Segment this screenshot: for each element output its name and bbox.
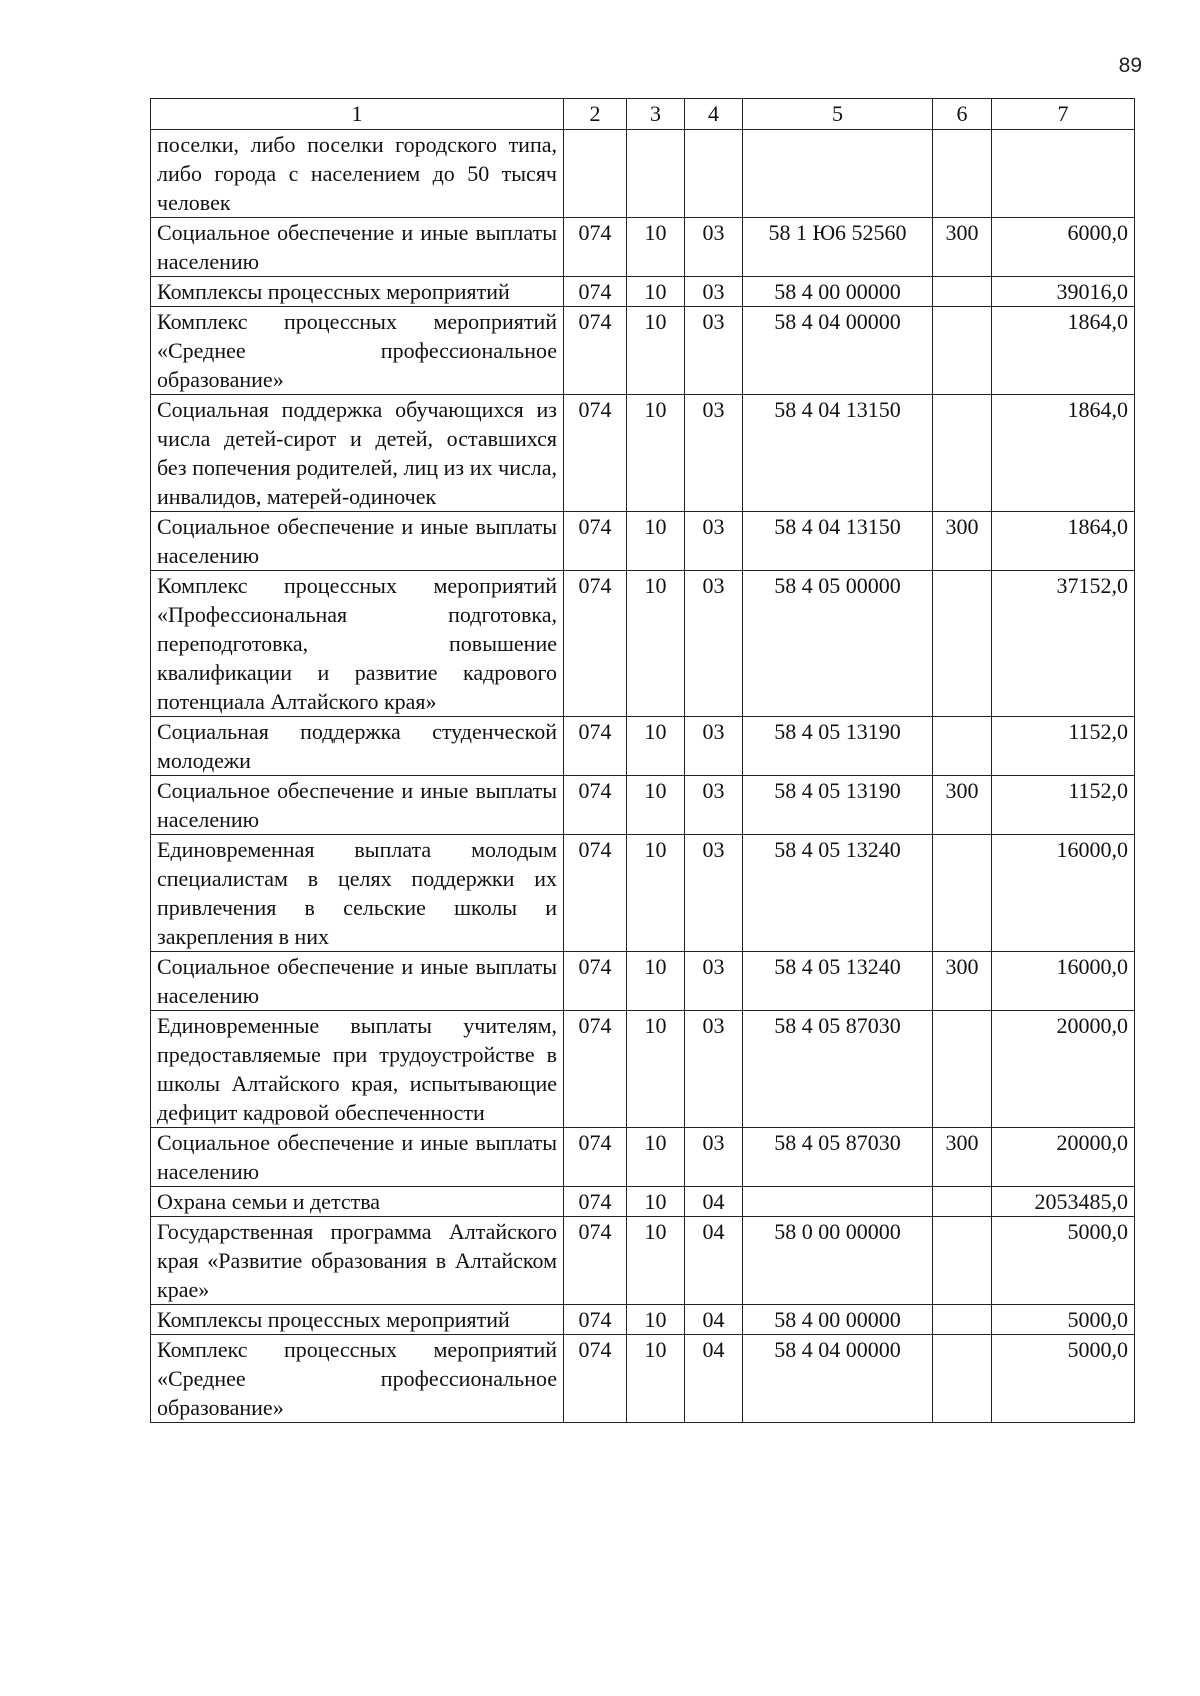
table-row [151,1217,1135,1305]
table-row [151,952,1135,1011]
section-cell: 10 [627,307,685,395]
subsection-cell [685,130,743,218]
table-row [151,277,1135,307]
section-cell: 10 [627,571,685,717]
target-article-cell: 58 4 05 87030 [743,1011,933,1128]
subsection-cell: 03 [685,218,743,277]
amount-cell: 1152,0 [992,717,1135,776]
section-cell: 10 [627,1128,685,1187]
target-article-cell: 58 4 05 13240 [743,835,933,952]
subsection-cell: 03 [685,776,743,835]
admin-code-cell: 074 [564,1187,627,1217]
admin-code-cell: 074 [564,1128,627,1187]
admin-code-cell: 074 [564,307,627,395]
expense-type-cell [933,1305,992,1335]
item-name-cell: Социальное обеспечение и иные выплаты населению [151,218,564,277]
section-cell: 10 [627,952,685,1011]
item-name-cell: Социальная поддержка обучающихся из числа детей-сирот и детей, оставшихся без попечения родителей, лиц из их числа, инвалидов, матерей-одиночек [151,395,564,512]
item-name-cell: поселки, либо поселки городского типа, либо города с населением до 50 тысяч человек [151,130,564,218]
column-header: 1 [151,99,564,130]
amount-cell: 39016,0 [992,277,1135,307]
item-name-cell: Единовременная выплата молодым специалистам в целях поддержки их привлечения в сельские школы и закрепления в них [151,835,564,952]
column-header: 4 [685,99,743,130]
subsection-cell: 03 [685,717,743,776]
amount-cell: 1864,0 [992,307,1135,395]
column-header: 5 [743,99,933,130]
amount-cell: 5000,0 [992,1217,1135,1305]
target-article-cell: 58 4 04 13150 [743,512,933,571]
section-cell: 10 [627,835,685,952]
amount-cell: 1864,0 [992,512,1135,571]
target-article-cell: 58 4 04 00000 [743,307,933,395]
expense-type-cell [933,1187,992,1217]
admin-code-cell: 074 [564,218,627,277]
item-name-cell: Комплекс процессных мероприятий «Среднее профессиональное образование» [151,1335,564,1423]
target-article-cell: 58 4 05 00000 [743,571,933,717]
table-row [151,717,1135,776]
section-cell: 10 [627,1335,685,1423]
amount-cell: 5000,0 [992,1305,1135,1335]
section-cell: 10 [627,776,685,835]
subsection-cell: 03 [685,952,743,1011]
expense-type-cell [933,1335,992,1423]
item-name-cell: Социальное обеспечение и иные выплаты населению [151,952,564,1011]
subsection-cell: 03 [685,395,743,512]
target-article-cell [743,1187,933,1217]
target-article-cell: 58 4 00 00000 [743,1305,933,1335]
expense-type-cell: 300 [933,952,992,1011]
column-header: 3 [627,99,685,130]
item-name-cell: Социальная поддержка студенческой молодежи [151,717,564,776]
admin-code-cell: 074 [564,395,627,512]
subsection-cell: 03 [685,277,743,307]
subsection-cell: 03 [685,571,743,717]
table-row [151,1335,1135,1423]
amount-cell: 1864,0 [992,395,1135,512]
subsection-cell: 04 [685,1335,743,1423]
section-cell: 10 [627,512,685,571]
admin-code-cell: 074 [564,952,627,1011]
budget-table [150,98,1135,1423]
admin-code-cell [564,130,627,218]
item-name-cell: Охрана семьи и детства [151,1187,564,1217]
expense-type-cell: 300 [933,776,992,835]
amount-cell: 6000,0 [992,218,1135,277]
amount-cell: 1152,0 [992,776,1135,835]
item-name-cell: Комплексы процессных мероприятий [151,1305,564,1335]
admin-code-cell: 074 [564,776,627,835]
amount-cell: 20000,0 [992,1128,1135,1187]
admin-code-cell: 074 [564,1011,627,1128]
subsection-cell: 04 [685,1187,743,1217]
admin-code-cell: 074 [564,512,627,571]
expense-type-cell [933,1217,992,1305]
admin-code-cell: 074 [564,1217,627,1305]
section-cell: 10 [627,1217,685,1305]
expense-type-cell [933,835,992,952]
target-article-cell: 58 4 00 00000 [743,277,933,307]
target-article-cell: 58 4 05 87030 [743,1128,933,1187]
section-cell: 10 [627,717,685,776]
expense-type-cell [933,717,992,776]
subsection-cell: 03 [685,1128,743,1187]
table-row [151,776,1135,835]
section-cell [627,130,685,218]
admin-code-cell: 074 [564,1335,627,1423]
table-row [151,218,1135,277]
expense-type-cell [933,571,992,717]
expense-type-cell: 300 [933,1128,992,1187]
table-row [151,1011,1135,1128]
column-header: 6 [933,99,992,130]
table-row [151,1187,1135,1217]
section-cell: 10 [627,218,685,277]
amount-cell: 20000,0 [992,1011,1135,1128]
subsection-cell: 03 [685,512,743,571]
item-name-cell: Единовременные выплаты учителям, предоставляемые при трудоустройстве в школы Алтайского края, испытывающие дефицит кадровой обеспеченности [151,1011,564,1128]
amount-cell: 5000,0 [992,1335,1135,1423]
amount-cell: 16000,0 [992,835,1135,952]
item-name-cell: Социальное обеспечение и иные выплаты населению [151,776,564,835]
item-name-cell: Социальное обеспечение и иные выплаты населению [151,1128,564,1187]
amount-cell: 37152,0 [992,571,1135,717]
admin-code-cell: 074 [564,835,627,952]
target-article-cell: 58 4 04 13150 [743,395,933,512]
expense-type-cell [933,130,992,218]
expense-type-cell: 300 [933,218,992,277]
page-number: 89 [1118,54,1142,77]
section-cell: 10 [627,395,685,512]
target-article-cell: 58 4 05 13240 [743,952,933,1011]
table-row [151,395,1135,512]
admin-code-cell: 074 [564,717,627,776]
table-row [151,512,1135,571]
table-row [151,571,1135,717]
section-cell: 10 [627,1305,685,1335]
expense-type-cell [933,307,992,395]
expense-type-cell [933,1011,992,1128]
table-row [151,307,1135,395]
subsection-cell: 03 [685,1011,743,1128]
section-cell: 10 [627,277,685,307]
target-article-cell: 58 1 Ю6 52560 [743,218,933,277]
table-row [151,1128,1135,1187]
header-row [151,99,1135,130]
expense-type-cell: 300 [933,512,992,571]
item-name-cell: Комплекс процессных мероприятий «Среднее профессиональное образование» [151,307,564,395]
admin-code-cell: 074 [564,277,627,307]
admin-code-cell: 074 [564,571,627,717]
expense-type-cell [933,395,992,512]
target-article-cell: 58 4 05 13190 [743,776,933,835]
target-article-cell: 58 4 05 13190 [743,717,933,776]
section-cell: 10 [627,1187,685,1217]
admin-code-cell: 074 [564,1305,627,1335]
target-article-cell: 58 4 04 00000 [743,1335,933,1423]
item-name-cell: Комплекс процессных мероприятий «Профессиональная подготовка, переподготовка, повышение квалификации и развитие кадрового потенциала Алтайского края» [151,571,564,717]
item-name-cell: Социальное обеспечение и иные выплаты населению [151,512,564,571]
amount-cell: 16000,0 [992,952,1135,1011]
amount-cell: 2053485,0 [992,1187,1135,1217]
subsection-cell: 04 [685,1217,743,1305]
item-name-cell: Государственная программа Алтайского края «Развитие образования в Алтайском крае» [151,1217,564,1305]
table-row [151,1305,1135,1335]
column-header: 2 [564,99,627,130]
target-article-cell: 58 0 00 00000 [743,1217,933,1305]
item-name-cell: Комплексы процессных мероприятий [151,277,564,307]
section-cell: 10 [627,1011,685,1128]
amount-cell [992,130,1135,218]
target-article-cell [743,130,933,218]
column-header: 7 [992,99,1135,130]
expense-type-cell [933,277,992,307]
table-row [151,130,1135,218]
table-row [151,835,1135,952]
subsection-cell: 03 [685,835,743,952]
subsection-cell: 04 [685,1305,743,1335]
subsection-cell: 03 [685,307,743,395]
